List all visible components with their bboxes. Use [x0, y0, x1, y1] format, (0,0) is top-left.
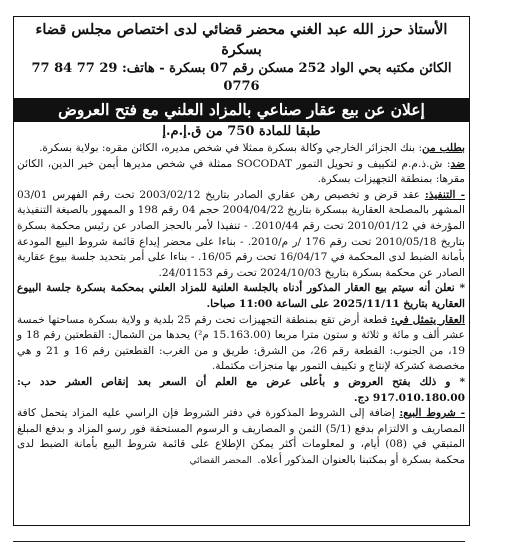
notice-title-banner: إعلان عن بيع عقار صناعي بالمزاد العلني مع فتح العروض: [14, 98, 469, 122]
auction-date-paragraph: * نعلن أنه سيتم بيع العقار المذكور أدناه بالجلسة العلنية للمزاد العلني بمحكمة بسكرة جلسة البيوع العقارية بتاريخ 2025/11/11 على الساعة 11:00 صباحا.: [17, 282, 465, 310]
office-address: الكائن مكتبه بحي الواد 252 مسكن رقم 07 بسكرة - هاتف: 29 77 84 77 0776: [31, 61, 452, 94]
property-label: العقار يتمثل في:: [391, 313, 466, 326]
execution-text: عقد قرض و تخصيص رهن عقاري الصادر بتاريخ 2003/02/12 تحت رقم الفهرس 03/01 المشهر بالمصلحة العقارية ببسكرة بتاريخ 2004/04/22 حجم 04 رقم 198 و الممهور بالصيغة التنفيذية المؤرخة في 2010/01/12 تحت رقم 2010/44. - تنفيذا لأمر بالحجز الصادر عن رئيس محكمة بسكرة بتاريخ 2010/05/18 تحت رقم 176 /ر م/2010. - بناءا على محضر إيداع قائمة شروط البيع المودعة بأمانة الضبط لدى المحكمة في 16/04/17 تحت رقم 16/05. - بناءا على أمر بتحديد جلسة بيوع عقارية الصادر عن محكمة بسكرة بتاريخ 2024/10/03 تحت رقم 24/01153.: [17, 188, 465, 279]
offers-price-paragraph: * و ذلك بفتح العروض و بأعلى عرض مع العلم أن السعر بعد إنقاص العشر حدد ب: 917.010.180.00 دج.: [17, 375, 465, 404]
defendant-paragraph: [17, 157, 465, 188]
legal-reference: طبقا للمادة 750 من ق.إ.م.إ: [162, 124, 321, 139]
bailiff-signature: المحضر القضائي: [189, 455, 252, 466]
property-paragraph: [17, 313, 465, 375]
plaintiff-text: : بنك الجزائر الخارجي وكالة بسكرة ممثلا في شخص مديره، الكائن مقره: بولاية بسكرة.: [39, 142, 423, 154]
bottom-divider: [13, 541, 465, 542]
defendant-label: ضد: [450, 157, 465, 170]
terms-label: - شروط البيع:: [399, 407, 465, 420]
execution-paragraph: [17, 188, 465, 282]
terms-text: إضافة إلى الشروط المذكورة في دفتر الشروط فإن الراسي عليه المزاد يتحمل كافة المصاريف و الالتزام بدفع (5/1) الثمن و المصاريف و الرسوم المستحقة فور رسو المزاد و بدفع المبلغ المتبقي في (08) أيام، و لمعلومات أكثر يمكن الإطلاع على قائمة شروط البيع بأمانة الضبط لدى محكمة بسكرة أو بمكتبنا بالعنوان المذكور أعلاه.: [17, 407, 466, 466]
plaintiff-label: بطلب من: [422, 142, 465, 154]
auction-notice: [13, 16, 470, 526]
execution-label: - التنفيذ:: [424, 188, 465, 201]
terms-paragraph: [17, 406, 465, 469]
defendant-text: : ش.ذ.م.م لتكييف و تحويل التمور SOCODAT ممثلة في شخص مديرها أيمن خير الدين، الكائن مقرها: بمنطقة التجهيزات بسكرة.: [17, 157, 465, 186]
plaintiff-paragraph: [17, 141, 465, 157]
notice-body: [14, 141, 469, 469]
property-text: قطعة أرض تقع بمنطقة التجهيزات تحت رقم 25 بلدية و ولاية بسكرة مساحتها خمسة عشر ألف و مائة و ثلاثة و ستون مترا مربعا (15.163.00 م²) يحدها من الشمال: القطعتين رقم 18 و 19، من الجنوب: القطعة رقم 26، من الشرق: طريق و من الغرب: القطعتين رقم 16 و 21 و هي مخصصة كشركة لإنتاج و تكييف التمور بها منجزات مكتملة.: [17, 313, 465, 373]
bailiff-name: الأستاذ حرز الله عبد الغني محضر قضائي لدى اختصاص مجلس قضاء بسكرة: [35, 21, 448, 58]
